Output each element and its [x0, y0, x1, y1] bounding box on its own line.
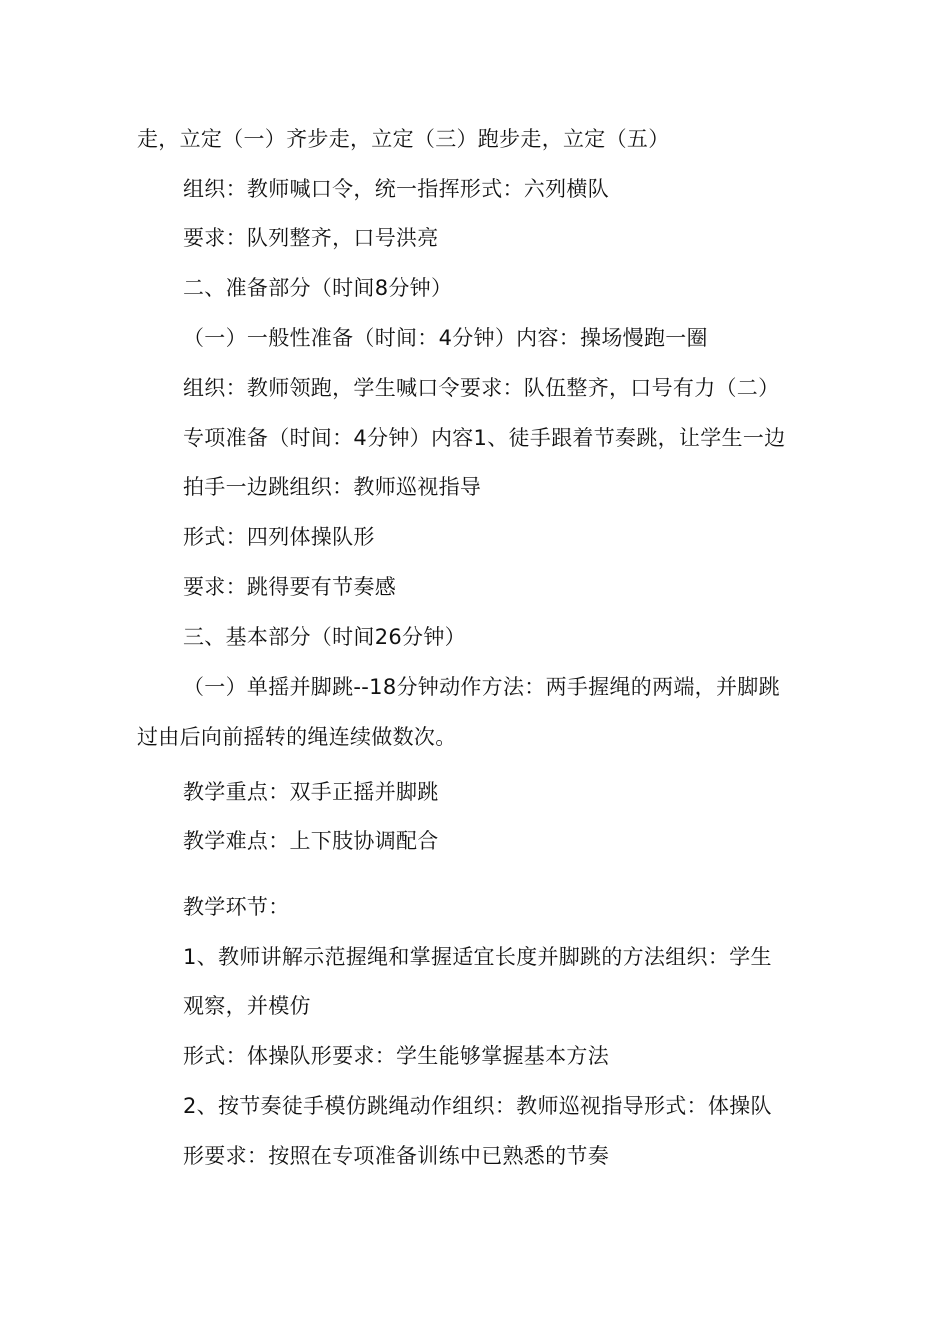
text-line: 过由后向前摇转的绳连续做数次。 — [137, 725, 457, 749]
text-line: 形式：体操队形要求：学生能够掌握基本方法 — [183, 1044, 609, 1068]
text-line: 教学重点：双手正摇并脚跳 — [183, 780, 439, 804]
text-line: （一）单摇并脚跳--18分钟动作方法：两手握绳的两端，并脚跳 — [183, 675, 780, 699]
text-line: 组织：教师领跑，学生喊口令要求：队伍整齐，口号有力（二） — [183, 376, 780, 400]
text-line: 走，立定（一）齐步走，立定（三）跑步走，立定（五） — [137, 127, 670, 151]
text-line: 要求：跳得要有节奏感 — [183, 575, 396, 599]
text-line: 观察，并模仿 — [183, 994, 311, 1018]
text-line: 专项准备（时间：4分钟）内容1、徒手跟着节奏跳，让学生一边 — [183, 426, 786, 450]
text-line: 教学难点：上下肢协调配合 — [183, 829, 439, 853]
text-line: 要求：队列整齐，口号洪亮 — [183, 226, 439, 250]
text-line: 拍手一边跳组织：教师巡视指导 — [183, 475, 482, 499]
text-line: 教学环节： — [183, 895, 290, 919]
text-line: 形要求：按照在专项准备训练中已熟悉的节奏 — [183, 1144, 609, 1168]
section-heading: 三、基本部分（时间26分钟） — [183, 625, 466, 649]
text-line: 组织：教师喊口令，统一指挥形式：六列横队 — [183, 177, 609, 201]
text-line: 1、教师讲解示范握绳和掌握适宜长度并脚跳的方法组织：学生 — [183, 945, 772, 969]
section-heading: 二、准备部分（时间8分钟） — [183, 276, 453, 300]
text-line: 形式：四列体操队形 — [183, 525, 375, 549]
text-line: （一）一般性准备（时间：4分钟）内容：操场慢跑一圈 — [183, 326, 708, 350]
text-line: 2、按节奏徒手模仿跳绳动作组织：教师巡视指导形式：体操队 — [183, 1094, 772, 1118]
